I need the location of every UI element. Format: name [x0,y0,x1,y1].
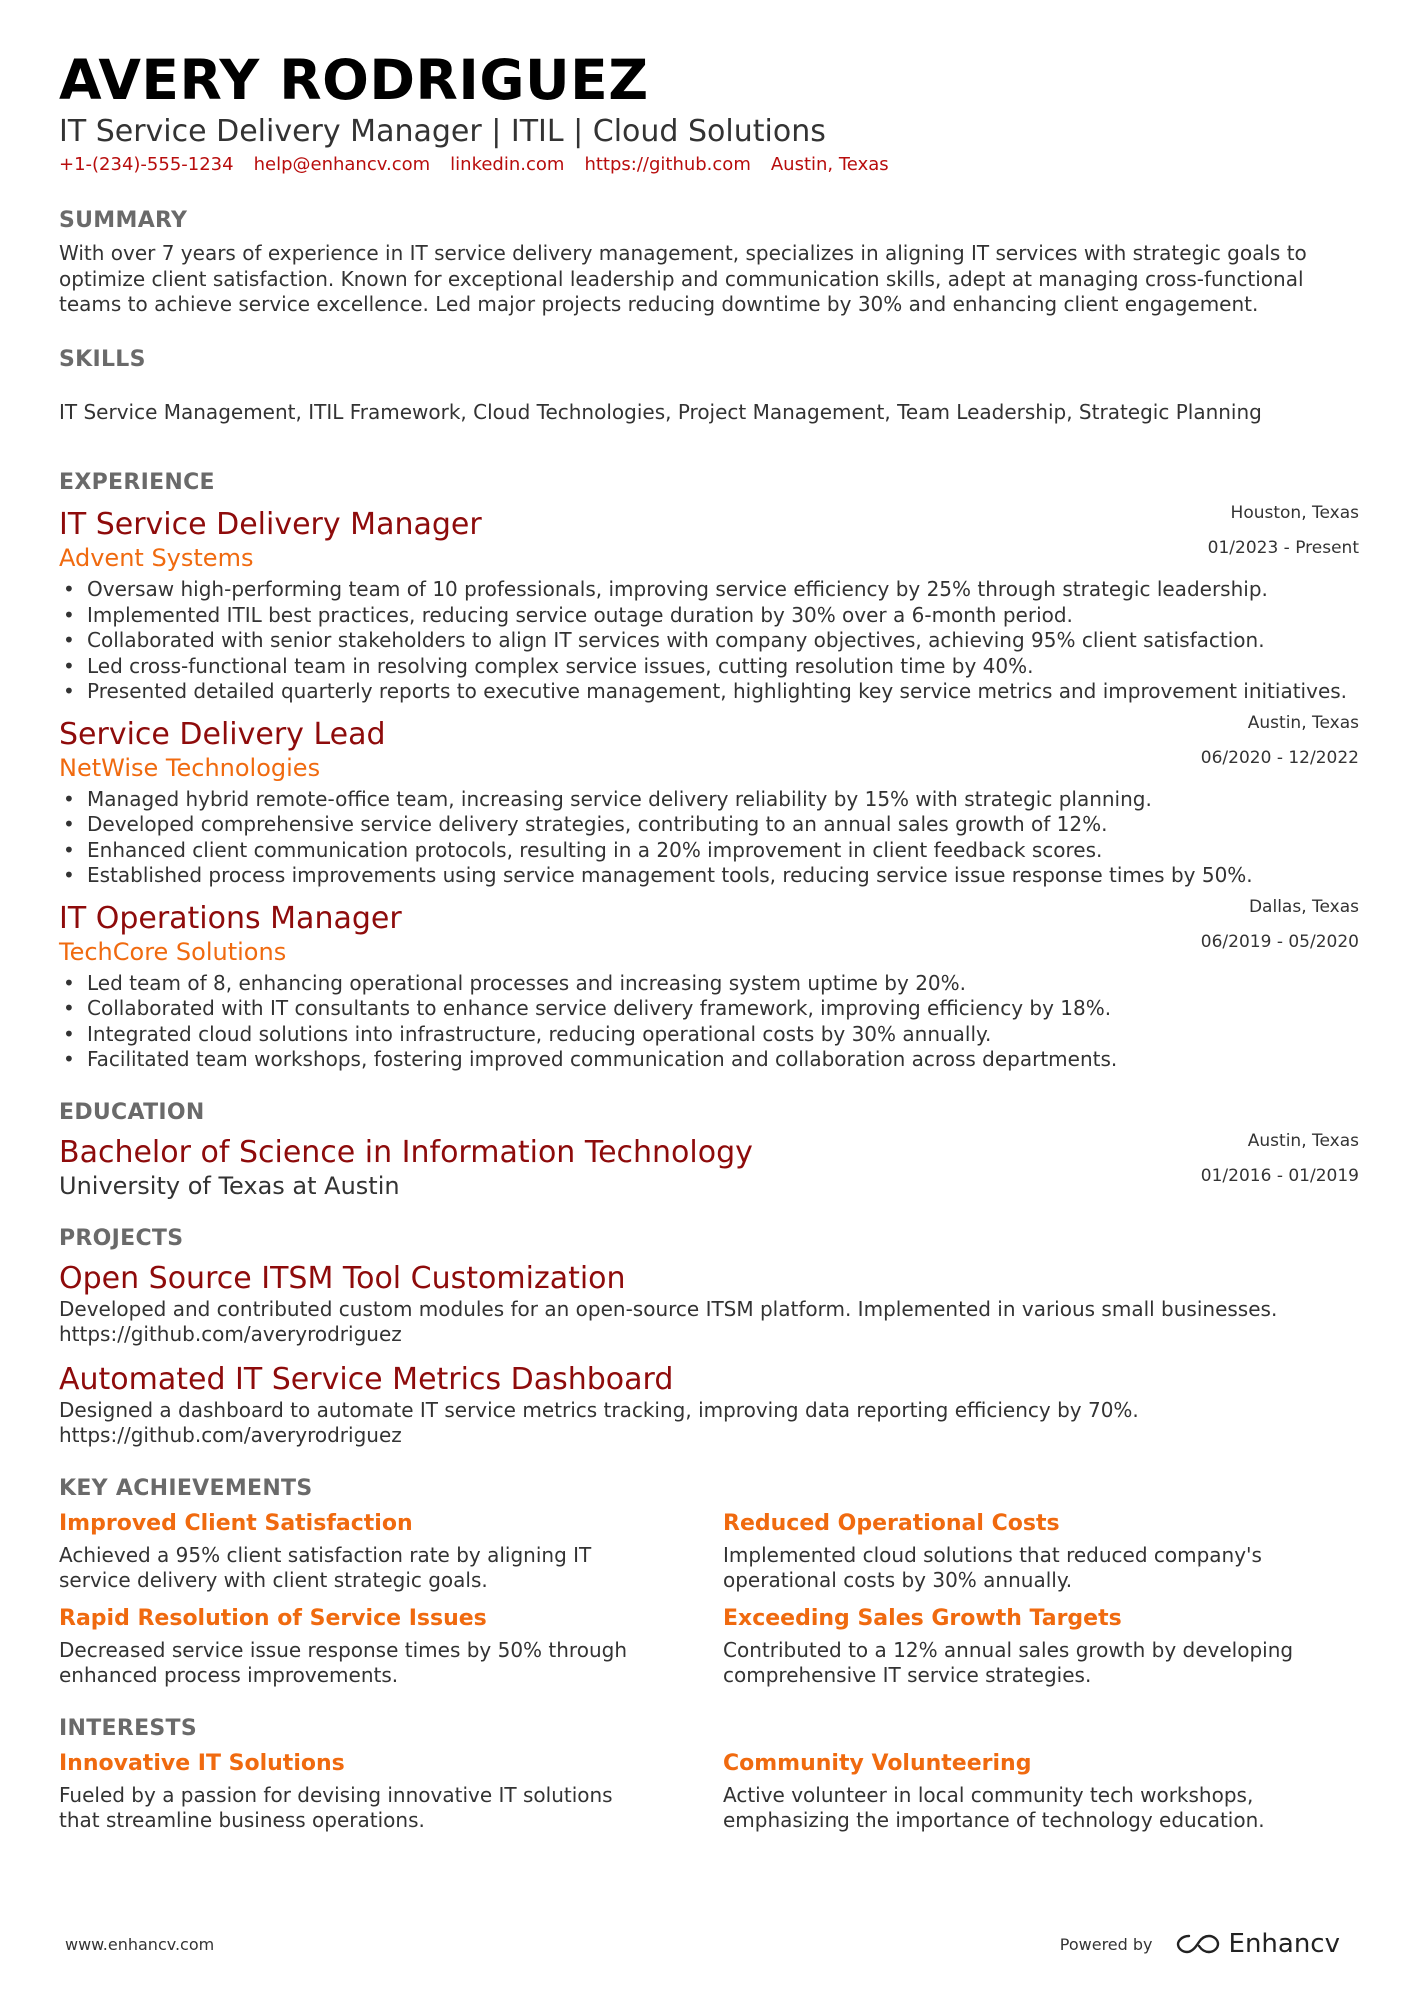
interest-title: Innovative IT Solutions [59,1750,345,1776]
project-link[interactable]: https://github.com/averyrodriguez [59,1322,402,1346]
candidate-name: AVERY RODRIGUEZ [59,48,649,112]
bullet-item: • Managed hybrid remote-office team, increasing service delivery reliability by 15% with strategic planning. [59,787,1359,813]
bullet-item: • Collaborated with senior stakeholders to align IT services with company objectives, achieving 95% client satisfaction. [59,628,1359,654]
job-location: Austin, Texas [1247,712,1359,733]
bullet-item: • Collaborated with IT consultants to enhance service delivery framework, improving efficiency by 18%. [59,996,1359,1022]
bullet-item: • Facilitated team workshops, fostering improved communication and collaboration across departments. [59,1047,1359,1073]
section-title-skills: SKILLS [59,346,146,372]
interests-section [59,1715,1359,1834]
job-bullets [59,971,1359,1073]
project-description: Designed a dashboard to automate IT service metrics tracking, improving data reporting efficiency by 70%. [59,1397,1139,1422]
entry-header [59,896,1359,967]
footer-branding [1060,1929,1340,1959]
achievement-text: Achieved a 95% client satisfaction rate by aligning IT service delivery with client strategic goals. [59,1542,592,1592]
candidate-headline: IT Service Delivery Manager | ITIL | Cloud Solutions [59,114,826,149]
project-title: Open Source ITSM Tool Customization [59,1260,626,1296]
section-title-education: EDUCATION [59,1099,205,1125]
achievement-title: Improved Client Satisfaction [59,1510,413,1536]
resume-header [59,47,1359,177]
entry-header [59,712,1359,783]
school-name: University of Texas at Austin [59,1171,400,1200]
footer-site-link[interactable]: www.enhancv.com [65,1935,215,1954]
enhancv-logo-icon [1175,1932,1221,1956]
interest-text: Active volunteer in local community tech workshops, emphasizing the importance of technology education. [723,1782,1265,1832]
section-title-projects: PROJECTS [59,1225,184,1251]
job-dates: 01/2023 - Present [1207,538,1359,558]
interest-text: Fueled by a passion for devising innovative IT solutions that streamline business operations. [59,1782,613,1832]
achievement-item [59,1509,723,1594]
projects-section [59,1225,1359,1449]
experience-entry [59,896,1359,1073]
achievement-text: Implemented cloud solutions that reduced company's operational costs by 30% annually. [723,1542,1262,1592]
summary-text: With over 7 years of experience in IT service delivery management, specializes in aligning IT services with strategic goals to optimize client satisfaction. Known for exceptional leadership and communication skills, adept at managing cross-functional teams to achieve service excellence. Led major projects reducing downtime by 30% and enhancing client engagement. [59,241,1307,316]
job-dates: 06/2020 - 12/2022 [1200,747,1359,768]
company-name: NetWise Technologies [59,753,321,782]
contact-phone[interactable]: +1-(234)-555-1234 [59,154,234,175]
section-title-experience: EXPERIENCE [59,470,215,495]
contact-email[interactable]: help@enhancv.com [253,154,431,175]
interests-grid [59,1749,1359,1834]
job-dates: 06/2019 - 05/2020 [1200,931,1359,952]
powered-by-label: Powered by [1059,1934,1153,1954]
project-description: Developed and contributed custom modules for an open-source ITSM platform. Implemented in various small businesses. [59,1296,1278,1321]
education-dates: 01/2016 - 01/2019 [1200,1165,1359,1186]
achievement-title: Exceeding Sales Growth Targets [723,1605,1122,1631]
section-title-summary: SUMMARY [59,208,188,233]
achievement-title: Rapid Resolution of Service Issues [59,1605,487,1631]
achievement-item [59,1604,723,1689]
skills-text: IT Service Management, ITIL Framework, Cloud Technologies, Project Management, Team Leadership, Strategic Planning [59,399,1262,424]
achievements-grid [59,1509,1359,1689]
interest-item [59,1749,723,1834]
education-location: Austin, Texas [1247,1130,1359,1151]
bullet-item: • Led team of 8, enhancing operational processes and increasing system uptime by 20%. [59,971,1359,997]
bullet-item: • Enhanced client communication protocols, resulting in a 20% improvement in client feedback scores. [59,838,1359,864]
achievement-title: Reduced Operational Costs [723,1510,1060,1536]
bullet-item: • Developed comprehensive service delivery strategies, contributing to an annual sales growth of 12%. [59,812,1359,838]
company-name: Advent Systems [59,544,254,572]
contact-github[interactable]: https://github.com [584,154,751,175]
enhancv-wordmark: Enhancv [1228,1929,1340,1959]
experience-entry [59,503,1359,705]
experience-entry [59,712,1359,889]
project-entry [59,1261,1359,1348]
interest-item [723,1749,1359,1834]
achievements-section [59,1475,1359,1689]
achievement-text: Decreased service issue response times by 50% through enhanced process improvements. [59,1637,627,1687]
entry-header [59,503,1359,573]
bullet-item: • Integrated cloud solutions into infrastructure, reducing operational costs by 30% annually. [59,1022,1359,1048]
company-name: TechCore Solutions [59,937,287,966]
job-title: IT Service Delivery Manager [59,507,482,542]
job-location: Dallas, Texas [1248,896,1359,917]
job-title: Service Delivery Lead [59,716,386,752]
section-title-interests: INTERESTS [59,1715,197,1741]
enhancv-logo[interactable] [1175,1929,1340,1959]
education-entry [59,1130,1359,1201]
degree-title: Bachelor of Science in Information Technology [59,1134,753,1170]
bullet-item: • Oversaw high-performing team of 10 professionals, improving service efficiency by 25% through strategic leadership. [59,577,1359,603]
job-title: IT Operations Manager [59,900,402,936]
section-title-achievements: KEY ACHIEVEMENTS [59,1475,313,1501]
job-bullets [59,577,1359,705]
interest-title: Community Volunteering [723,1750,1032,1776]
contact-bar [59,153,1359,177]
skills-section [59,346,1359,426]
contact-location: Austin, Texas [770,154,889,175]
summary-section [59,207,1359,318]
education-section [59,1099,1359,1201]
project-entry [59,1362,1359,1449]
achievement-text: Contributed to a 12% annual sales growth by developing comprehensive IT service strategies. [723,1637,1294,1687]
resume-page [59,47,1359,1834]
bullet-item: • Presented detailed quarterly reports to executive management, highlighting key service metrics and improvement initiatives. [59,679,1359,705]
job-bullets [59,787,1359,889]
job-location: Houston, Texas [1230,503,1359,523]
achievement-item [723,1509,1359,1594]
achievement-item [723,1604,1359,1689]
contact-linkedin[interactable]: linkedin.com [450,154,565,175]
bullet-item: • Implemented ITIL best practices, reducing service outage duration by 30% over a 6-month period. [59,603,1359,629]
bullet-item: • Led cross-functional team in resolving complex service issues, cutting resolution time by 40%. [59,654,1359,680]
experience-section [59,469,1359,1073]
project-title: Automated IT Service Metrics Dashboard [59,1361,674,1397]
project-link[interactable]: https://github.com/averyrodriguez [59,1423,402,1447]
bullet-item: • Established process improvements using service management tools, reducing service issue response times by 50%. [59,863,1359,889]
